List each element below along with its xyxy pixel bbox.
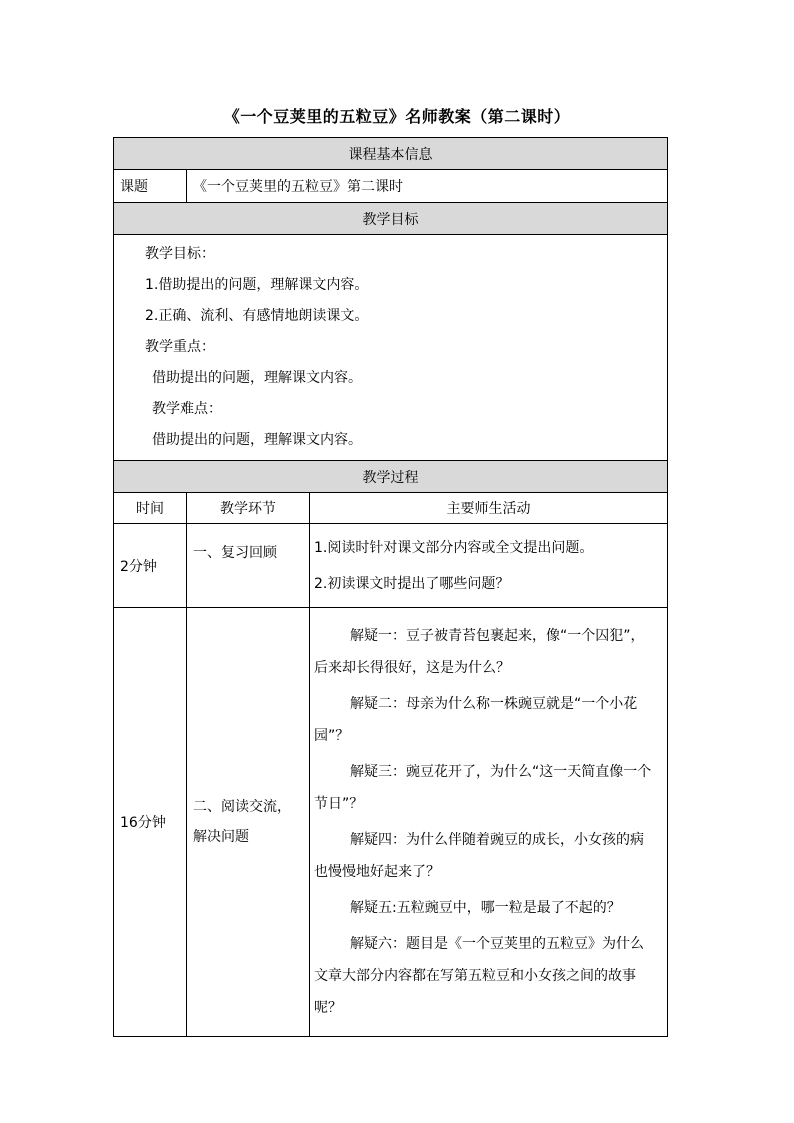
activity-item: 解疑六：题目是《一个豆荚里的五粒豆》为什么文章大部分内容都在写第五粒豆和小女孩之间的故事呢？ [314,936,644,1016]
section-header-basic-info: 课程基本信息 [114,138,668,170]
row-time: 16分钟 [114,608,187,1037]
goal-item: 2.正确、流利、有感情地朗读课文。 [145,308,369,324]
key-points-text: 借助提出的问题，理解课文内容。 [152,370,362,386]
activity-item: 解疑三：豌豆花开了，为什么“这一天简直像一个节日”？ [314,764,652,812]
section-header-goals: 教学目标 [114,203,668,235]
activity-item: 1.阅读时针对课文部分内容或全文提出问题。 [314,539,594,556]
goals-heading: 教学目标： [145,246,215,262]
activity-item: 2.初读课文时提出了哪些问题？ [314,575,510,592]
goal-item: 1.借助提出的问题，理解课文内容。 [145,277,369,293]
difficult-points-heading: 教学难点： [152,401,222,417]
topic-label: 课题 [114,170,187,203]
table-row [114,524,668,608]
table-row [114,608,668,1037]
column-header-time: 时间 [114,493,187,524]
activity-item: 解疑一：豆子被青苔包裹起来，像“一个囚犯”，后来却长得很好，这是为什么？ [314,628,645,676]
goals-cell [114,235,668,461]
row-step: 二、阅读交流，解决问题 [187,608,310,1037]
activity-item: 解疑五:五粒豌豆中，哪一粒是最了不起的？ [350,900,621,916]
row-activities [310,608,668,1037]
row-step: 一、复习回顾 [187,524,310,608]
row-activities [310,524,668,608]
lesson-plan-table [113,137,668,1037]
activity-item: 解疑二：母亲为什么称一株豌豆就是“一个小花园”？ [314,696,638,744]
difficult-points-text: 借助提出的问题，理解课文内容。 [152,432,362,448]
topic-value: 《一个豆荚里的五粒豆》第二课时 [187,170,668,203]
document-title: 《一个豆荚里的五粒豆》名师教案（第二课时） [223,107,571,126]
key-points-heading: 教学重点： [145,339,215,355]
column-header-step: 教学环节 [187,493,310,524]
column-header-activity: 主要师生活动 [310,493,668,524]
section-header-process: 教学过程 [114,461,668,493]
activity-item: 解疑四：为什么伴随着豌豆的成长，小女孩的病也慢慢地好起来了？ [314,832,644,880]
row-time: 2分钟 [114,524,187,608]
